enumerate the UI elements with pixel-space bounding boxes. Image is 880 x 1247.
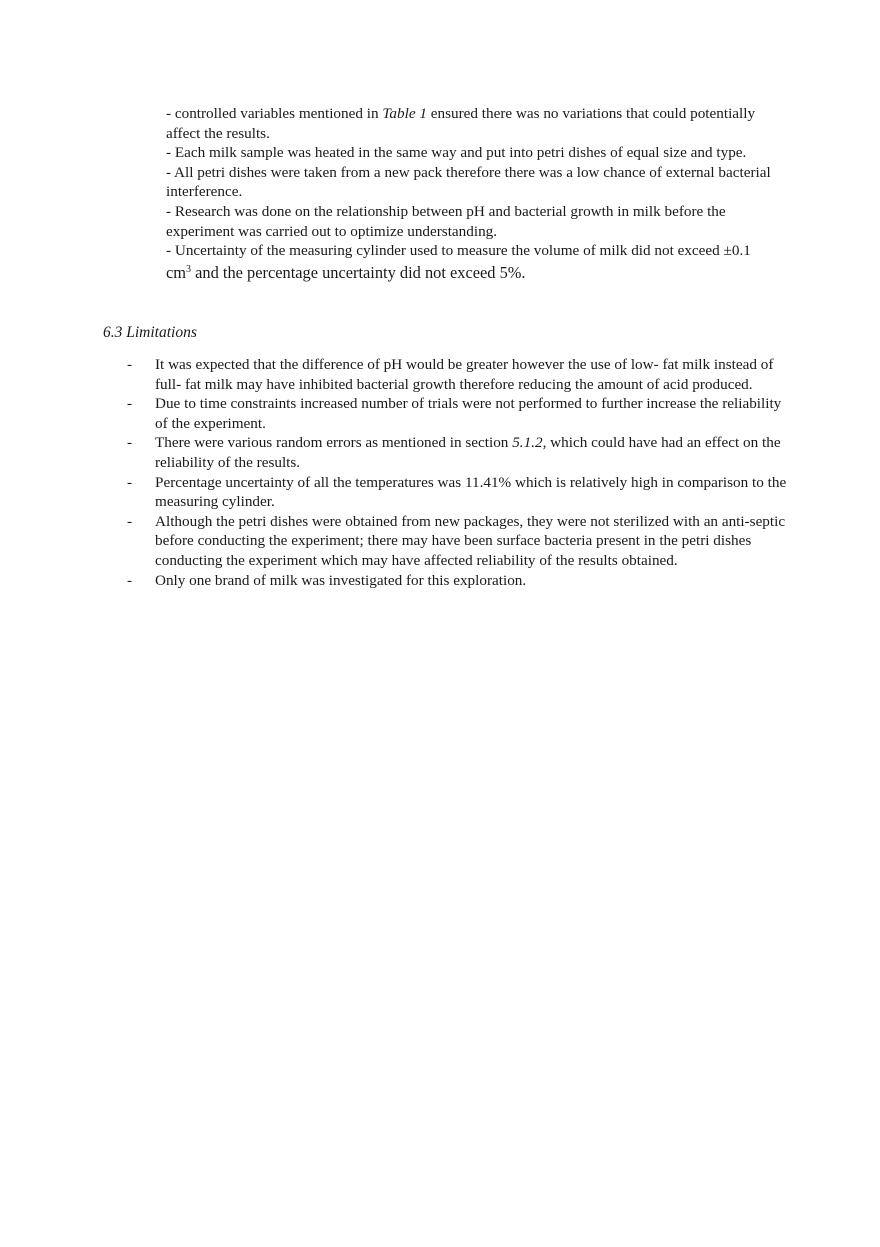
- limitation-text: , which could have had an effect on the reliability of the results.: [155, 434, 781, 471]
- strength-item-continued: [166, 262, 786, 283]
- strength-item: - Each milk sample was heated in the same way and put into petri dishes of equal size and type.: [166, 144, 747, 162]
- limitation-item: [127, 512, 787, 571]
- unit-superscript: 3: [186, 263, 192, 275]
- strength-item: [166, 104, 786, 143]
- bullet-dash: -: [127, 473, 133, 491]
- limitation-text: Only one brand of milk was investigated for this exploration.: [155, 571, 527, 589]
- strength-item: - Uncertainty of the measuring cylinder used to measure the volume of milk did not exceed ±0.1: [166, 242, 751, 260]
- section-reference: 5.1.2: [512, 434, 543, 452]
- limitation-text: It was expected that the difference of pH would be greater however the use of low- fat milk instead of full- fat milk may have inhibited bacterial growth therefore reducing the amount of acid produced.: [155, 356, 774, 393]
- limitation-text: There were various random errors as mentioned in section: [155, 434, 513, 452]
- table-reference: Table 1: [382, 105, 427, 122]
- strength-text: ensured there was no variations that could potentially affect the results.: [166, 105, 756, 142]
- limitation-text: Due to time constraints increased number of trials were not performed to further increase the reliability of the experiment.: [155, 395, 782, 432]
- strength-text: and the percentage uncertainty did not exceed 5%.: [191, 262, 526, 282]
- strength-item: - Research was done on the relationship between pH and bacterial growth in milk before the experiment was carried out to optimize understanding.: [166, 202, 726, 240]
- unit-text: cm: [166, 262, 187, 282]
- strength-item: - All petri dishes were taken from a new pack therefore there was a low chance of external bacterial interference.: [166, 163, 771, 201]
- limitation-text: Although the petri dishes were obtained from new packages, they were not sterilized with an anti-septic before conducting the experiment; there may have been surface bacteria present in the petri dishes conducting the experiment which may have affected reliability of the results obtained.: [155, 512, 786, 569]
- limitation-item: [127, 394, 787, 433]
- section-heading: 6.3 Limitations: [103, 324, 197, 341]
- bullet-dash: -: [127, 512, 133, 530]
- limitation-item: [127, 355, 787, 394]
- bullet-dash: -: [127, 434, 133, 452]
- bullet-dash: -: [127, 571, 133, 589]
- limitation-item: [127, 571, 787, 591]
- bullet-dash: -: [127, 395, 133, 413]
- limitation-item: [127, 433, 787, 472]
- strength-text: - controlled variables mentioned in: [166, 105, 383, 122]
- limitations-list: [127, 355, 787, 590]
- bullet-dash: -: [127, 356, 133, 373]
- strengths-list: [166, 104, 786, 283]
- limitation-item: [127, 473, 787, 512]
- limitation-text: Percentage uncertainty of all the temperatures was 11.41% which is relatively high in comparison to the measuring cylinder.: [155, 473, 787, 511]
